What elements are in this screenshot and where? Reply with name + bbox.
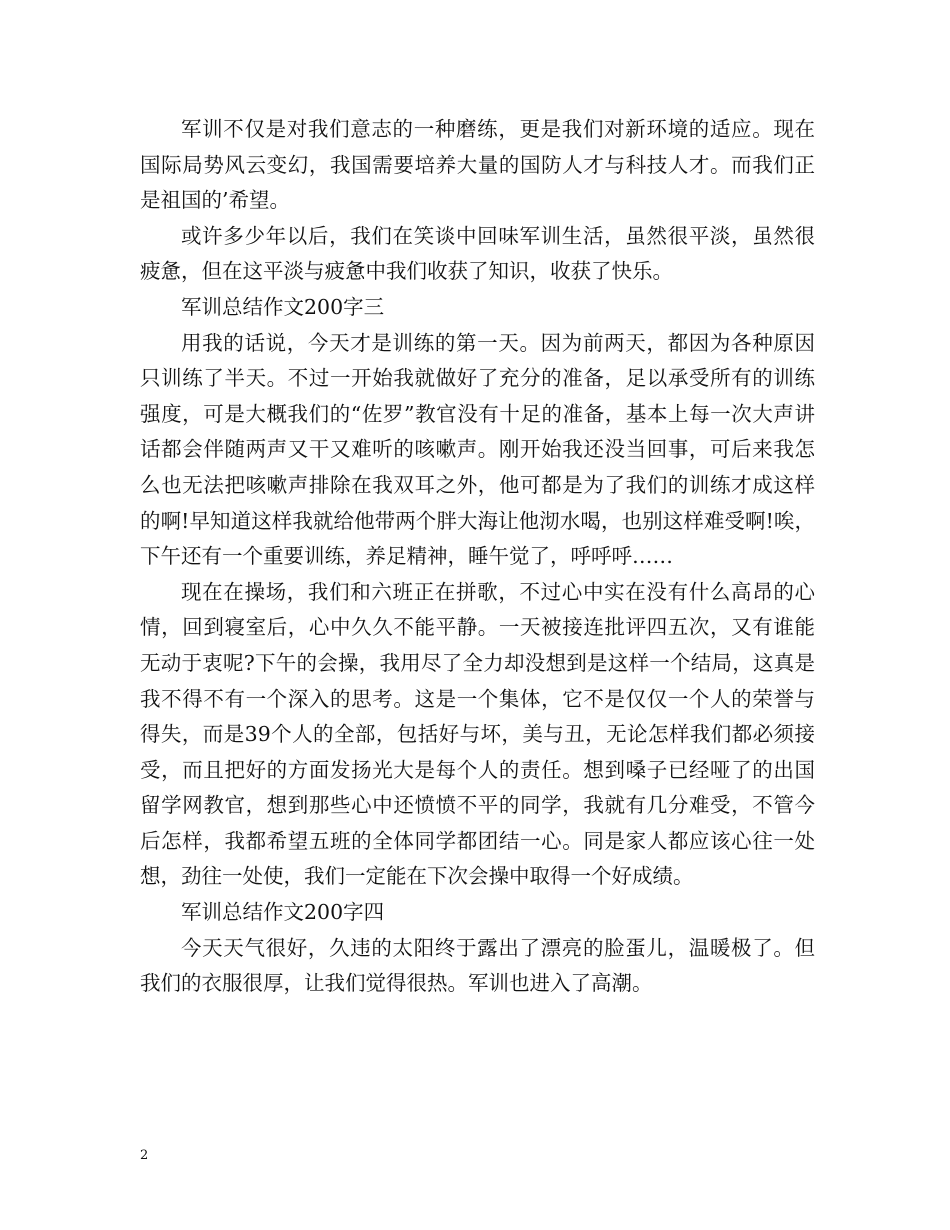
paragraph-5: 今天天气很好，久违的太阳终于露出了漂亮的脸蛋儿，温暖极了。但我们的衣服很厚，让我们觉得很热。军训也进入了高潮。 [140, 935, 815, 996]
paragraph-4: 现在在操场，我们和六班正在拼歌，不过心中实在没有什么高昂的心情，回到寝室后，心中久久不能平静。一天被接连批评四五次，又有谁能无动于衷呢?下午的会操，我用尽了全力却没想到是这样一个结局，这真是我不得不有一个深入的思考。这是一个集体，它不是仅仅一个人的荣誉与得失，而是39个人的全部，包括好与坏，美与丑，无论怎样我们都必须接受，而且把好的方面发扬光大是每个人的责任。想到嗓子已经哑了的出国留学网教官，想到那些心中还愤愤不平的同学，我就有几分难受，不管今后怎样，我都希望五班的全体同学都团结一心。同是家人都应该心往一处想，劲往一处使，我们一定能在下次会操中取得一个好成绩。 [140, 579, 815, 889]
paragraph-1: 军训不仅是对我们意志的一种磨练，更是我们对新环境的适应。现在国际局势风云变幻，我国需要培养大量的国防人才与科技人才。而我们正是祖国的’希望。 [140, 117, 815, 213]
page-number: 2 [140, 1148, 149, 1163]
section-heading-4: 军训总结作文200字四 [181, 900, 385, 925]
document-body [140, 112, 815, 1002]
paragraph-3: 用我的话说，今天才是训练的第一天。因为前两天，都因为各种原因只训练了半天。不过一开始我就做好了充分的准备，足以承受所有的训练强度，可是大概我们的“佐罗”教官没有十足的准备，基本上每一次大声讲话都会伴随两声又干又难听的咳嗽声。刚开始我还没当回事，可后来我怎么也无法把咳嗽声排除在我双耳之外，他可都是为了我们的训练才成这样的啊!早知道这样我就给他带两个胖大海让他沏水喝，也别这样难受啊!唉，下午还有一个重要训练，养足精神，睡午觉了，呼呼呼…… [140, 330, 815, 569]
paragraph-2: 或许多少年以后，我们在笑谈中回味军训生活，虽然很平淡，虽然很疲惫，但在这平淡与疲惫中我们收获了知识，收获了快乐。 [140, 223, 815, 284]
section-heading-3: 军训总结作文200字三 [181, 294, 385, 319]
